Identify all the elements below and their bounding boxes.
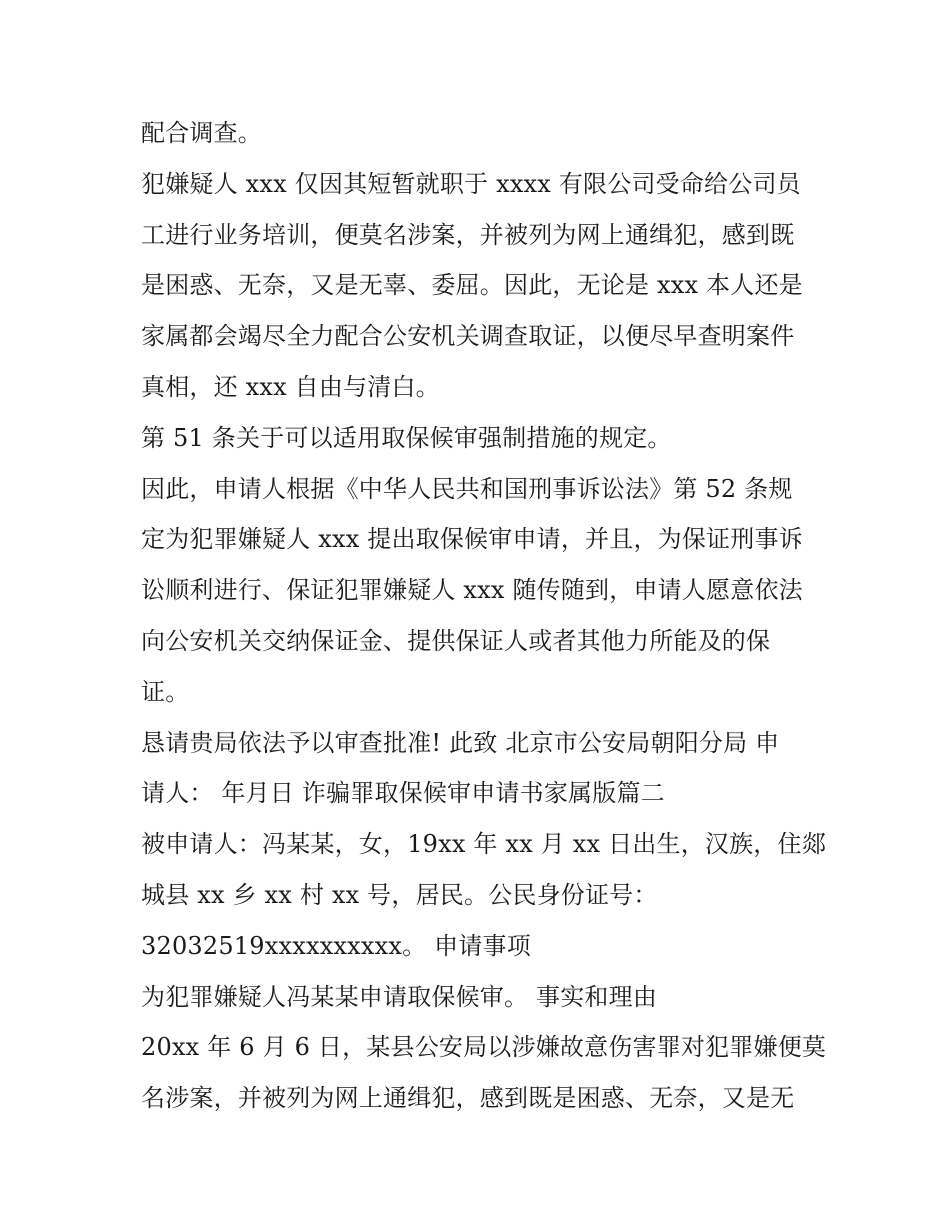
text-line: 恳请贵局依法予以审查批准! 此致 北京市公安局朝阳分局 申 bbox=[141, 728, 780, 757]
text-line: 城县 xx 乡 xx 村 xx 号，居民。公民身份证号： bbox=[141, 880, 658, 909]
text-line: 定为犯罪嫌疑人 xxx 提出取保候审申请，并且，为保证刑事诉 bbox=[141, 525, 803, 554]
text-line: 工进行业务培训，便莫名涉案，并被列为网上通缉犯，感到既 bbox=[141, 220, 795, 249]
text-line: 被申请人：冯某某，女，19xx 年 xx 月 xx 日出生，汉族，住郯 bbox=[141, 830, 826, 859]
text-line: 向公安机关交纳保证金、提供保证人或者其他力所能及的保 bbox=[141, 626, 771, 655]
text-line: 20xx 年 6 月 6 日，某县公安局以涉嫌故意伤害罪对犯罪嫌便莫 bbox=[141, 1033, 827, 1062]
text-line: 因此，申请人根据《中华人民共和国刑事诉讼法》第 52 条规 bbox=[141, 474, 793, 503]
document-body bbox=[141, 108, 827, 1124]
text-line: 真相，还 xxx 自由与清白。 bbox=[141, 372, 440, 401]
text-line: 犯嫌疑人 xxx 仅因其短暂就职于 xxxx 有限公司受命给公司员 bbox=[141, 169, 801, 198]
text-line: 讼顺利进行、保证犯罪嫌疑人 xxx 随传随到，申请人愿意依法 bbox=[141, 576, 803, 605]
text-line: 证。 bbox=[141, 677, 190, 706]
text-line: 32032519xxxxxxxxxx。 申请事项 bbox=[141, 931, 531, 960]
text-line: 配合调查。 bbox=[141, 119, 262, 147]
text-line: 名涉案，并被列为网上通缉犯，感到既是困惑、无奈，又是无 bbox=[141, 1084, 795, 1113]
text-line: 家属都会竭尽全力配合公安机关调查取证，以便尽早查明案件 bbox=[141, 322, 795, 351]
text-line: 第 51 条关于可以适用取保候审强制措施的规定。 bbox=[141, 423, 672, 452]
text-line: 请人： 年月日 诈骗罪取保候审申请书家属版篇二 bbox=[141, 779, 665, 808]
text-line: 是困惑、无奈，又是无辜、委屈。因此，无论是 xxx 本人还是 bbox=[141, 271, 803, 300]
text-line: 为犯罪嫌疑人冯某某申请取保候审。 事实和理由 bbox=[141, 982, 658, 1011]
